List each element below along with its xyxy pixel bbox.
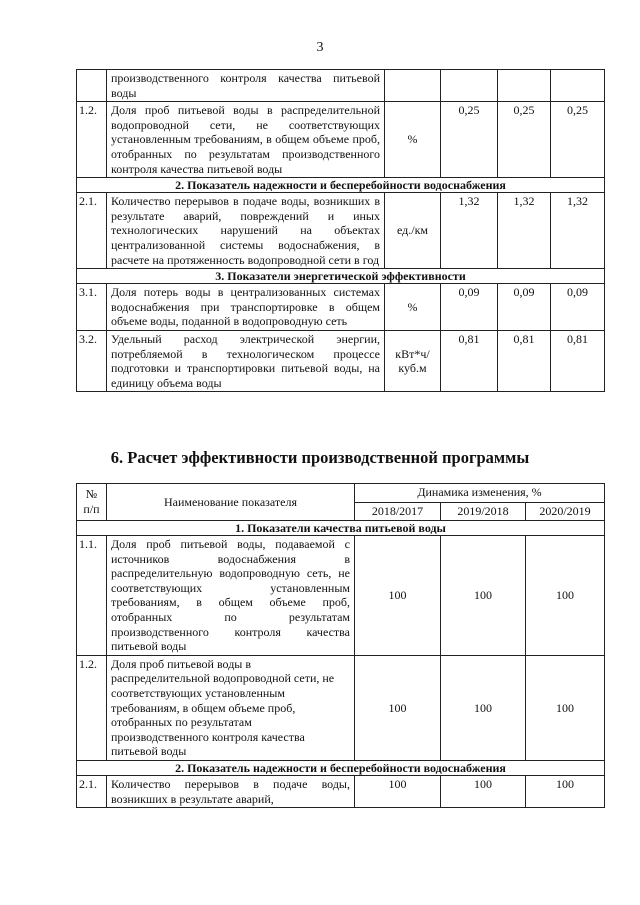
number-header	[77, 484, 107, 521]
table-row	[77, 655, 605, 760]
indicator-name: Доля проб питьевой воды в распределительной водопроводной сети, не соответствующих установленным требованиям, в общем объеме проб, отобранных по результатам производственного контроля качества питьевой воды	[107, 102, 385, 178]
value-cell: 100	[526, 536, 605, 656]
value-cell: 1,32	[551, 193, 605, 269]
unit-cell	[385, 70, 441, 102]
indicator-name: производственного контроля качества питьевой воды	[107, 70, 385, 102]
value-cell: 100	[355, 536, 441, 656]
year-header: 2018/2017	[355, 502, 441, 521]
value-cell: 1,32	[498, 193, 551, 269]
value-cell: 100	[355, 655, 441, 760]
value-cell: 0,25	[498, 102, 551, 178]
section-title: 1. Показатели качества питьевой воды	[77, 521, 605, 536]
value-cell: 100	[441, 536, 526, 656]
row-number: 1.2.	[77, 102, 107, 178]
value-cell	[441, 70, 498, 102]
row-number: 1.1.	[77, 536, 107, 656]
row-number: 2.1.	[77, 193, 107, 269]
table-row	[77, 775, 605, 807]
table-row	[77, 70, 605, 102]
value-cell: 0,25	[551, 102, 605, 178]
value-cell: 1,32	[441, 193, 498, 269]
indicator-name: Количество перерывов в подаче воды, возникших в результате аварий,	[107, 775, 355, 807]
section-row	[77, 178, 605, 193]
year-header: 2019/2018	[441, 502, 526, 521]
row-number: 3.2.	[77, 330, 107, 391]
value-cell: 0,09	[498, 284, 551, 331]
value-cell: 0,81	[551, 330, 605, 391]
unit-cell: %	[385, 102, 441, 178]
value-cell: 100	[526, 775, 605, 807]
efficiency-table	[76, 483, 605, 808]
indicator-name: Доля проб питьевой воды, подаваемой с источников водоснабжения в распределительную водопроводную сеть, не соответствующих установленным требованиям, в общем объеме проб, отобранных по результатам производственного контроля качества питьевой воды	[107, 536, 355, 656]
table-row	[77, 330, 605, 391]
indicator-name: Удельный расход электрической энергии, потребляемой в технологическом процессе подготовки и транспортировки питьевой воды, на единицу объема воды	[107, 330, 385, 391]
table-row	[77, 536, 605, 656]
row-number: 1.2.	[77, 655, 107, 760]
table-row	[77, 284, 605, 331]
unit-cell: ед./км	[385, 193, 441, 269]
number-header-line1: №	[85, 487, 98, 502]
dynamics-header: Динамика изменения, %	[355, 484, 605, 503]
value-cell: 0,09	[551, 284, 605, 331]
name-header: Наименование показателя	[107, 484, 355, 521]
unit-cell: кВт*ч/ куб.м	[385, 330, 441, 391]
value-cell: 100	[441, 655, 526, 760]
section-title: 2. Показатель надежности и бесперебойности водоснабжения	[77, 760, 605, 775]
indicators-table	[76, 69, 605, 392]
value-cell: 0,81	[441, 330, 498, 391]
value-cell	[551, 70, 605, 102]
section-row	[77, 269, 605, 284]
row-number: 2.1.	[77, 775, 107, 807]
value-cell: 100	[355, 775, 441, 807]
indicator-name: Количество перерывов в подаче воды, возникших в результате аварий, повреждений и иных технологических нарушений на объектах централизованной системы водоснабжения, в расчете на протяженность водопроводной сети в год	[107, 193, 385, 269]
number-header-line2: п/п	[83, 502, 100, 516]
row-number: 3.1.	[77, 284, 107, 331]
value-cell: 0,09	[441, 284, 498, 331]
table-row	[77, 193, 605, 269]
value-cell: 100	[441, 775, 526, 807]
section-row	[77, 760, 605, 775]
value-cell: 0,81	[498, 330, 551, 391]
page-number: 3	[316, 40, 324, 55]
indicator-name: Доля проб питьевой воды в распределительной водопроводной сети, не соответствующих установленным требованиям, в общем объеме проб, отобранных по результатам производственного контроля качества питьевой воды	[107, 655, 355, 760]
row-number	[77, 70, 107, 102]
table-row	[77, 102, 605, 178]
header-row	[77, 484, 605, 503]
value-cell: 100	[526, 655, 605, 760]
section-title: 3. Показатели энергетической эффективности	[77, 269, 605, 284]
section-row	[77, 521, 605, 536]
value-cell: 0,25	[441, 102, 498, 178]
year-header: 2020/2019	[526, 502, 605, 521]
indicator-name: Доля потерь воды в централизованных системах водоснабжения при транспортировке в общем объеме воды, поданной в водопроводную сеть	[107, 284, 385, 331]
section-title: 2. Показатель надежности и бесперебойности водоснабжения	[77, 178, 605, 193]
value-cell	[498, 70, 551, 102]
section-heading: 6. Расчет эффективности производственной программы	[110, 448, 530, 467]
unit-cell: %	[385, 284, 441, 331]
